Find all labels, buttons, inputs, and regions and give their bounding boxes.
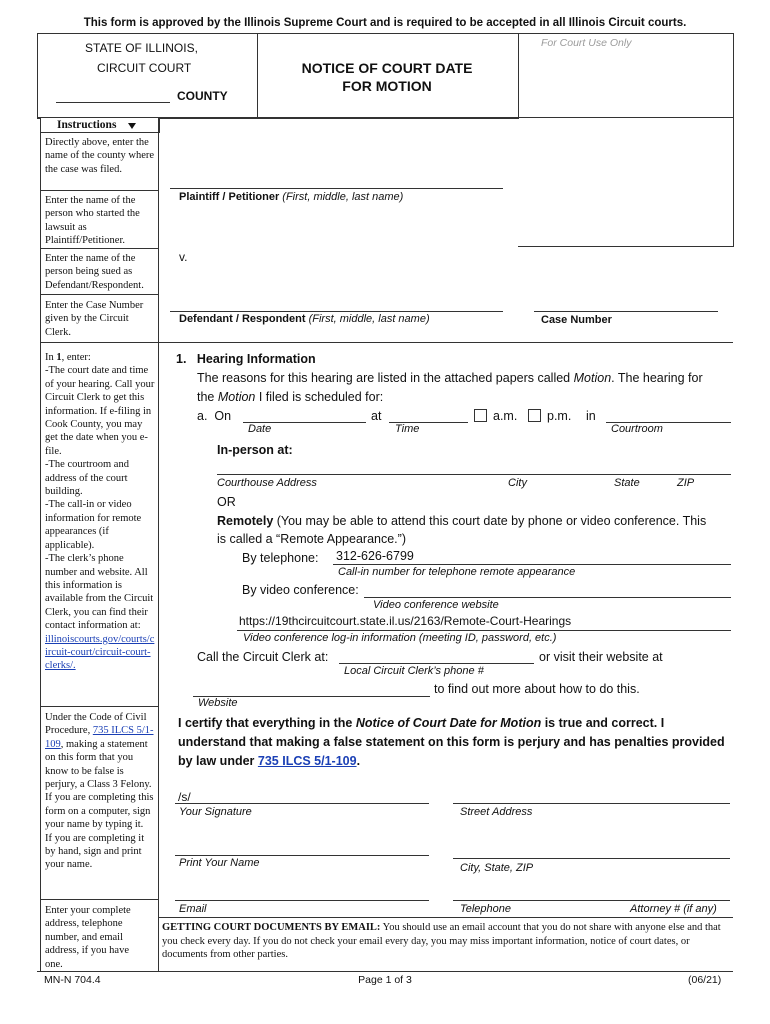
form-id: MN-N 704.4: [44, 974, 101, 986]
video-website-input[interactable]: [364, 581, 730, 596]
clerk-phone-underline: [339, 663, 534, 664]
approval-notice: This form is approved by the Illinois Supreme Court and is required to be accepted in all Illinois Circuit courts.: [83, 17, 687, 29]
county-input[interactable]: [56, 87, 170, 101]
certification-statute-link[interactable]: 735 ILCS 5/1-109: [257, 754, 357, 768]
hearing-time-input[interactable]: [389, 406, 467, 421]
email-input[interactable]: [175, 884, 428, 899]
instruction-perjury: Under the Code of Civil Procedure, 735 ILCS 5/1-109, making a statement on this form that you know to be false is perjury, a Class 3 Felony. If you are completing this form on a computer, sign your name by typing it. If you are completing it by hand, sign and print your name.: [45, 712, 154, 871]
street-address-label: Street Address: [460, 806, 533, 818]
video-url-value[interactable]: https://19thcircuitcourt.state.il.us/2163/Remote-Court-Hearings: [239, 614, 572, 628]
hearing-date-input[interactable]: [243, 406, 365, 421]
county-label: COUNTY: [177, 89, 228, 103]
remotely-line2: is called a “Remote Appearance.”): [217, 532, 406, 546]
instr-divider: [40, 190, 158, 191]
signature-label: Your Signature: [179, 806, 252, 818]
on-label: a. On: [197, 409, 232, 423]
hearing-reason-line2: the Motion I filed is scheduled for:: [197, 390, 384, 404]
signature-value[interactable]: /s/: [178, 790, 191, 804]
instructions-label: Instructions: [57, 119, 117, 131]
find-out-label: to find out more about how to do this.: [434, 682, 640, 696]
circuit-court-label: CIRCUIT COURT: [97, 61, 192, 75]
clerk-directory-link[interactable]: illinoiscourts.gov/courts/circuit-court/circuit-court-clerks/.: [45, 633, 155, 672]
clerk-website-input[interactable]: [193, 680, 429, 695]
courtroom-input[interactable]: [606, 406, 730, 421]
print-name-underline: [175, 855, 429, 856]
form-title-line2: FOR MOTION: [342, 78, 432, 94]
attorney-number-label: Attorney # (if any): [630, 903, 717, 915]
court-use-label: For Court Use Only: [541, 37, 632, 49]
versus-label: v.: [179, 250, 188, 264]
email-notice-top-rule: [158, 917, 733, 918]
in-person-label: In-person at:: [217, 443, 293, 457]
form-bottom-rule: [37, 971, 733, 972]
instruction-hearing: In 1, enter: -The court date and time of your hearing. Call your Circuit Clerk to get this information. If e-filing in Cook County, you may get the date when you e-file. -The courtroom and address of the court building. -The call-in or video information for remote appearances (if applicable). -The clerk’s phone number and website. All this information is available from the Circuit Clerk, you can find their contact information at: illinoiscourts.gov/courts/circuit-court/circuit-court-clerks/.: [45, 352, 155, 672]
email-underline: [175, 900, 429, 901]
caption-bottom-rule: [158, 342, 733, 343]
print-name-label: Print Your Name: [179, 857, 260, 869]
am-checkbox[interactable]: [474, 409, 487, 422]
clerk-phone-input[interactable]: [339, 647, 533, 662]
state-label: STATE OF ILLINOIS,: [85, 41, 198, 55]
instr-divider: [40, 706, 158, 707]
address-underline: [217, 474, 731, 475]
caret-down-icon: [128, 123, 136, 129]
plaintiff-underline: [170, 188, 503, 189]
courtroom-label: Courtroom: [611, 423, 663, 435]
case-number-underline: [534, 311, 718, 312]
city-state-zip-input[interactable]: [453, 842, 729, 857]
email-notice: GETTING COURT DOCUMENTS BY EMAIL: You should use an email account that you do not share with anyone else and that you check every day. If you do not check your email every day, you may miss important information, notice of court dates, or documents from other parties.: [162, 922, 721, 961]
form-title-line1: NOTICE OF COURT DATE: [301, 60, 473, 76]
instructions-border-left: [40, 131, 41, 972]
video-underline: [364, 597, 731, 598]
call-clerk-label: Call the Circuit Clerk at:: [197, 650, 329, 664]
by-video-label: By video conference:: [242, 583, 359, 597]
zip-label: ZIP: [677, 477, 695, 489]
signature-underline: [175, 803, 429, 804]
statute-link[interactable]: 735 ILCS 5/1-109: [45, 725, 154, 750]
telephone-input[interactable]: [453, 884, 729, 899]
instr-divider: [40, 248, 158, 249]
form-top-rule: [37, 117, 733, 118]
visit-site-label: or visit their website at: [539, 650, 663, 664]
defendant-label: Defendant / Respondent (First, middle, last name): [179, 313, 430, 325]
instruction-county: Directly above, enter the name of the county where the case was filed.: [45, 137, 155, 175]
city-label: City: [508, 477, 527, 489]
instructions-border: [158, 117, 159, 972]
date-label: Date: [248, 423, 272, 435]
title-box: [256, 33, 519, 119]
instruction-plaintiff: Enter the name of the person who started the lawsuit as Plaintiff/Petitioner.: [45, 195, 140, 247]
video-login-label: Video conference log-in information (meeting ID, password, etc.): [243, 632, 557, 644]
or-label: OR: [217, 495, 236, 509]
county-underline: [56, 102, 170, 103]
city-state-zip-underline: [453, 858, 730, 859]
video-login-underline: [237, 630, 731, 631]
instr-divider: [40, 294, 158, 295]
telephone-contact-underline: [453, 900, 730, 901]
instruction-contact: Enter your complete address, telephone number, and email address, if you have one.: [45, 905, 131, 970]
telephone-value[interactable]: 312-626-6799: [336, 549, 414, 563]
instruction-case-number: Enter the Case Number given by the Circuit Clerk.: [45, 300, 144, 338]
print-name-input[interactable]: [175, 839, 428, 854]
defendant-name-input[interactable]: [170, 293, 502, 309]
city-state-zip-label: City, State, ZIP: [460, 862, 534, 874]
case-number-label: Case Number: [541, 314, 612, 326]
time-label: Time: [395, 423, 420, 435]
by-telephone-label: By telephone:: [242, 551, 319, 565]
court-use-box: [518, 33, 734, 247]
address-label: Courthouse Address: [217, 477, 317, 489]
pm-checkbox[interactable]: [528, 409, 541, 422]
instruction-defendant: Enter the name of the person being sued as Defendant/Respondent.: [45, 253, 144, 291]
form-version: (06/21): [688, 974, 722, 986]
in-label: in: [586, 409, 596, 423]
instr-divider: [40, 899, 158, 900]
remotely-line1: Remotely (You may be able to attend this court date by phone or video conference. This: [217, 514, 707, 528]
page-number: Page 1 of 3: [358, 974, 412, 986]
clerk-phone-label: Local Circuit Clerk’s phone #: [344, 665, 484, 677]
street-address-input[interactable]: [453, 787, 729, 802]
defendant-underline: [170, 311, 503, 312]
hearing-info-heading: 1. Hearing Information: [176, 352, 316, 366]
at-label: at: [371, 409, 382, 423]
certification-text: I certify that everything in the Notice of Court Date for Motion is true and correct. I understand that making a false statement on this form is perjury and has penalties provided by law under 735 ILCS 5/1-109.: [178, 716, 725, 768]
telephone-label: Telephone: [460, 903, 511, 915]
street-underline: [453, 803, 730, 804]
video-website-label: Video conference website: [373, 599, 499, 611]
plaintiff-name-input[interactable]: [170, 170, 502, 186]
courthouse-address-input[interactable]: [217, 458, 730, 473]
instructions-toggle[interactable]: [40, 117, 160, 133]
website-label: Website: [198, 697, 238, 709]
hearing-reason-line1: The reasons for this hearing are listed in the attached papers called Motion. The hearing for: [197, 371, 703, 385]
pm-label: p.m.: [547, 409, 572, 423]
email-label: Email: [179, 903, 207, 915]
state-label: State: [614, 477, 640, 489]
callin-label: Call-in number for telephone remote appearance: [338, 566, 576, 578]
plaintiff-label: Plaintiff / Petitioner (First, middle, last name): [179, 191, 404, 203]
case-number-input[interactable]: [534, 293, 717, 309]
am-label: a.m.: [493, 409, 518, 423]
instr-divider: [40, 342, 158, 343]
telephone-underline: [333, 564, 731, 565]
